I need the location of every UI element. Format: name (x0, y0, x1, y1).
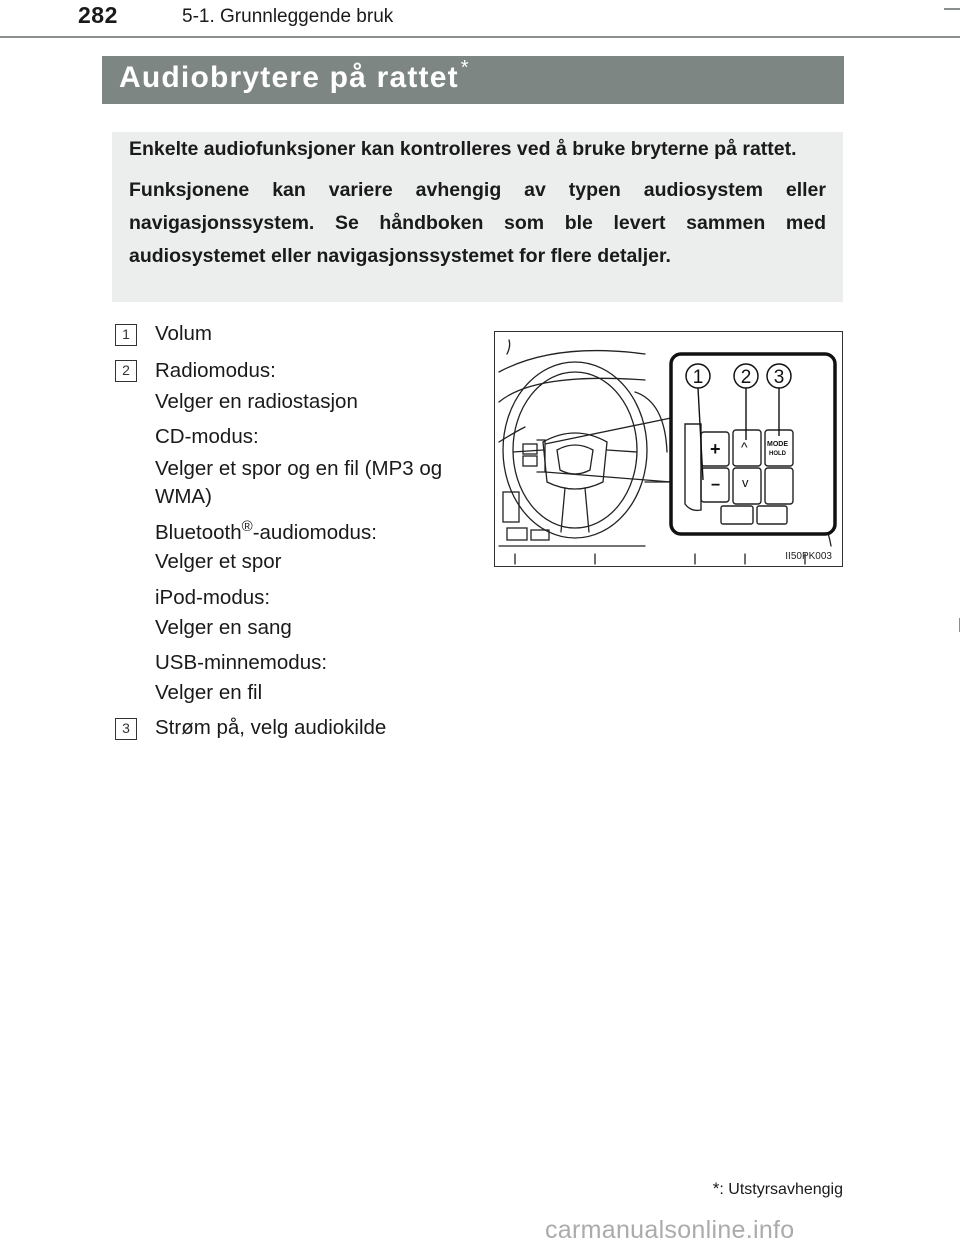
item-text: Velger et spor og en fil (MP3 og (155, 457, 443, 480)
up-label: ^ (741, 439, 748, 455)
footnote-marker: * (712, 1179, 720, 1198)
intro-box (112, 132, 843, 302)
item-number-badge: 1 (115, 324, 137, 346)
item-text: Velger et spor (155, 550, 282, 573)
steering-switch-illustration (494, 331, 843, 567)
item-text: CD-modus: (155, 425, 259, 448)
plus-label: + (710, 439, 721, 459)
callout-number-1: 1 (692, 367, 704, 388)
item-text: Strøm på, velg audiokilde (155, 716, 387, 739)
dash-line (507, 340, 510, 354)
item-text: Volum (155, 322, 212, 345)
title-marker: * (460, 57, 469, 79)
illustration-svg (495, 332, 841, 565)
item-text: Velger en sang (155, 616, 292, 639)
section-reference: 5-1. Grunnleggende bruk (182, 6, 394, 27)
header-rule (0, 36, 960, 38)
steering-wheel-hub (543, 433, 607, 489)
item-text (155, 518, 377, 545)
item-text: Velger en radiostasjon (155, 390, 358, 413)
minus-label: − (711, 477, 721, 494)
title-bar (102, 56, 844, 104)
callout-number-3: 3 (773, 367, 785, 388)
intro-paragraph-1: Enkelte audiofunksjoner kan kontrolleres ved å bruke bryterne på rattet. (129, 138, 797, 160)
watermark: carmanualsonline.info (545, 1216, 795, 1244)
down-label: v (742, 475, 749, 490)
page-title: Audiobrytere på rattet (119, 61, 459, 94)
footnote (713, 1179, 843, 1199)
item-text: USB-minnemodus: (155, 651, 328, 674)
intro-paragraph-2: Funksjonene kan variere avhengig av typen audiosystem eller navigasjonssystem. Se håndboken som ble levert sammen med audiosystemet eller navigasjonssystemet for flere detaljer. (129, 179, 826, 267)
page-number: 282 (78, 2, 118, 28)
figure-code: II50PK003 (785, 551, 832, 562)
item-number-badge: 3 (115, 718, 137, 740)
mode-label: MODE (767, 441, 788, 448)
callout-number-2: 2 (740, 367, 752, 388)
registered-mark: ® (241, 518, 253, 535)
bluetooth-label: Bluetooth (155, 520, 242, 544)
crop-mark-top (944, 8, 960, 10)
item-text: WMA) (155, 485, 212, 508)
item-text: Velger en fil (155, 681, 263, 704)
item-text: iPod-modus: (155, 586, 271, 609)
item-number-badge: 2 (115, 360, 137, 382)
footnote-text: : Utstyrsavhengig (719, 1181, 843, 1198)
bluetooth-mode-suffix: -audiomodus: (252, 520, 377, 544)
hold-label: HOLD (769, 451, 786, 457)
item-text: Radiomodus: (155, 359, 276, 382)
